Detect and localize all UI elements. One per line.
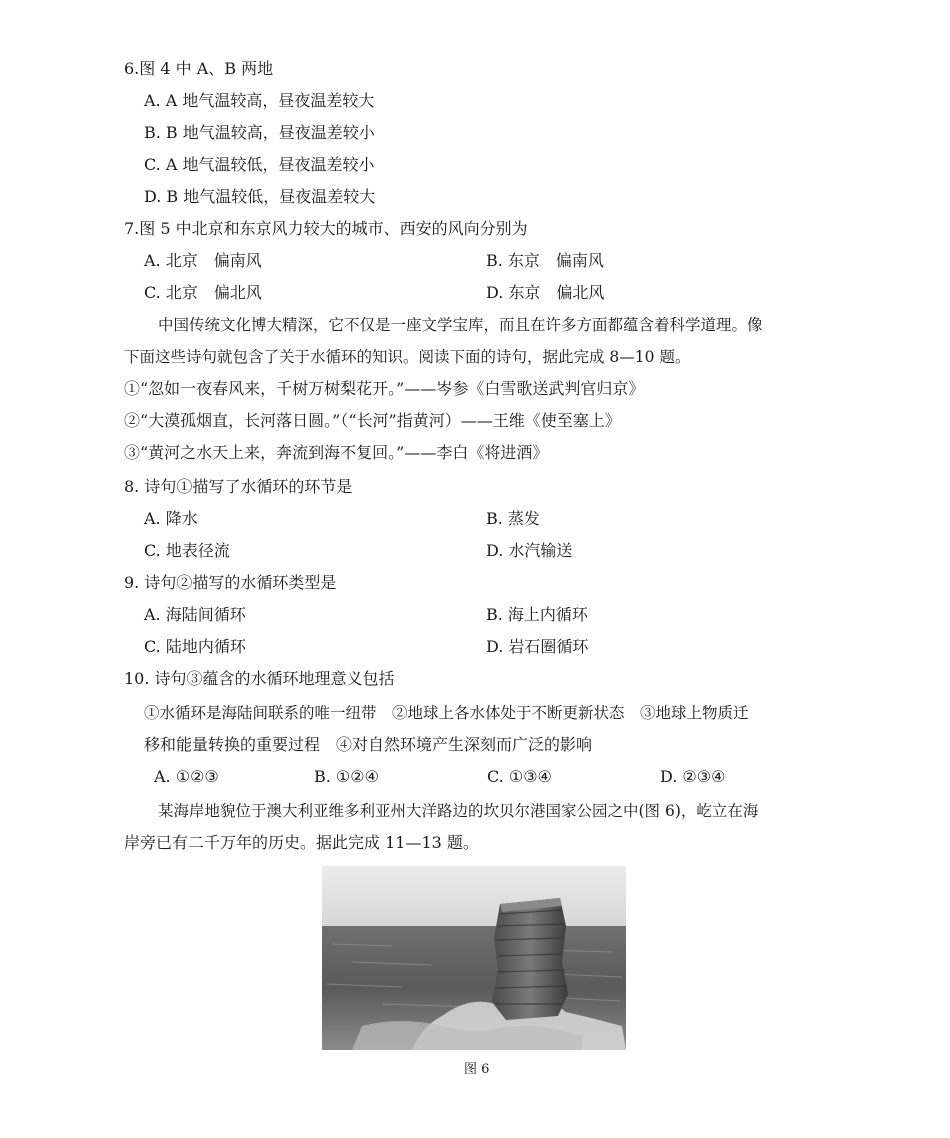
q7-option-d: D. 东京 偏北风: [486, 283, 605, 302]
passage1-line1: 中国传统文化博大精深，它不仅是一座文学宝库，而且在许多方面都蕴含着科学道理。像: [158, 316, 763, 334]
q9-option-c: C. 陆地内循环: [144, 637, 246, 656]
poem-2: ②“大漠孤烟直，长河落日圆。”（“长河”指黄河）——王维《使至塞上》: [124, 411, 621, 430]
q9-option-a: A. 海陆间循环: [144, 605, 246, 624]
passage1-line2: 下面这些诗句就包含了关于水循环的知识。阅读下面的诗句，据此完成 8—10 题。: [124, 348, 691, 366]
q10-option-c: C. ①③④: [487, 767, 552, 786]
q10-statements-line1: ①水循环是海陆间联系的唯一纽带 ②地球上各水体处于不断更新状态 ③地球上物质迁: [144, 704, 749, 722]
q8-option-b: B. 蒸发: [486, 509, 540, 528]
q8-option-a: A. 降水: [144, 509, 198, 528]
poem-3: ③“黄河之水天上来，奔流到海不复回。”——李白《将进酒》: [124, 443, 549, 462]
q7-stem: 7.图 5 中北京和东京风力较大的城市、西安的风向分别为: [124, 219, 528, 238]
sea-stack-photo: [322, 866, 626, 1050]
q6-option-c: C. A 地气温较低，昼夜温差较小: [144, 155, 375, 174]
q10-option-a: A. ①②③: [154, 767, 219, 786]
q6-option-b: B. B 地气温较高，昼夜温差较小: [144, 123, 375, 142]
q9-option-b: B. 海上内循环: [486, 605, 588, 624]
q6-option-a: A. A 地气温较高，昼夜温差较大: [144, 91, 375, 110]
q6-stem: 6.图 4 中 A、B 两地: [124, 59, 274, 78]
q9-stem: 9. 诗句②描写的水循环类型是: [124, 573, 337, 592]
q6-option-d: D. B 地气温较低，昼夜温差较大: [144, 187, 376, 206]
q9-option-d: D. 岩石圈循环: [486, 637, 589, 656]
passage2-line1: 某海岸地貌位于澳大利亚维多利亚州大洋路边的坎贝尔港国家公园之中(图 6)，屹立在海: [158, 802, 759, 820]
q8-option-c: C. 地表径流: [144, 541, 230, 560]
q8-stem: 8. 诗句①描写了水循环的环节是: [124, 477, 353, 496]
q7-option-c: C. 北京 偏北风: [144, 283, 262, 302]
q10-option-d: D. ②③④: [660, 767, 726, 786]
figure-caption: 图 6: [464, 1062, 490, 1077]
q10-option-b: B. ①②④: [314, 767, 379, 786]
q10-stem: 10. 诗句③蕴含的水循环地理意义包括: [124, 669, 395, 688]
poem-1: ①“忽如一夜春风来，千树万树梨花开。”——岑参《白雪歌送武判官归京》: [124, 379, 645, 398]
q10-statements-line2: 移和能量转换的重要过程 ④对自然环境产生深刻而广泛的影响: [144, 735, 593, 754]
passage2-line2: 岸旁已有二千万年的历史。据此完成 11—13 题。: [124, 833, 479, 852]
q7-option-a: A. 北京 偏南风: [144, 251, 262, 270]
q8-option-d: D. 水汽输送: [486, 541, 573, 560]
q7-option-b: B. 东京 偏南风: [486, 251, 604, 270]
